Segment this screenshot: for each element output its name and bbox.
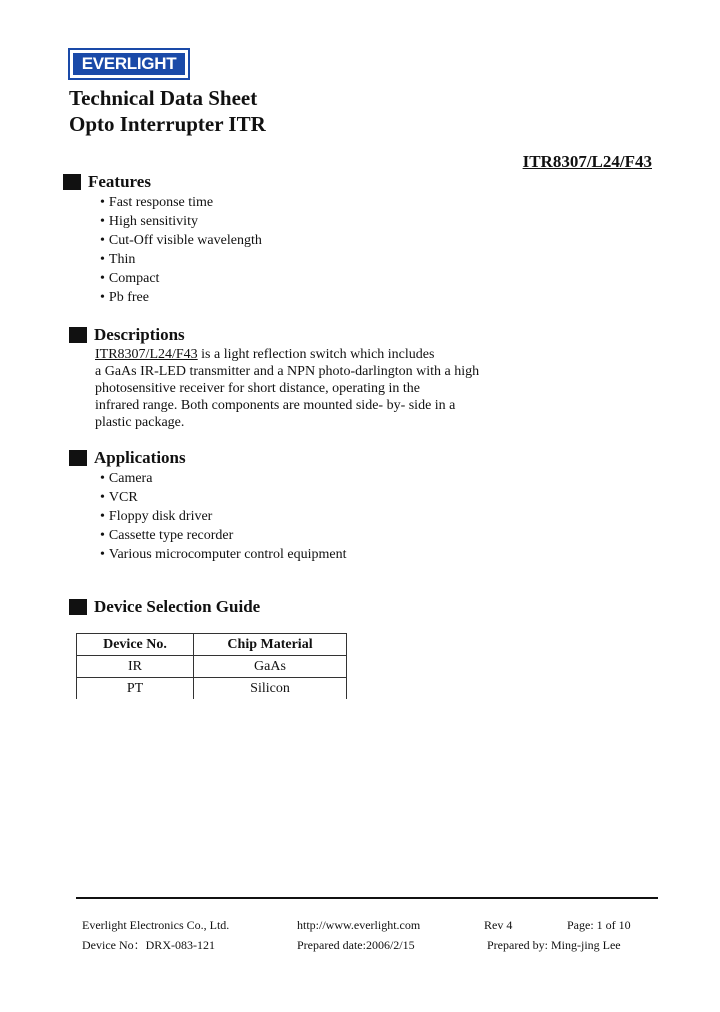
description-line: a GaAs IR-LED transmitter and a NPN photo-darlington with a high [95, 364, 480, 379]
footer-company: Everlight Electronics Co., Ltd. [82, 918, 230, 932]
list-item: • Camera [100, 469, 346, 488]
part-reference: ITR8307/L24/F43 [95, 347, 198, 362]
footer-page: Page: 1 of 10 [567, 918, 631, 932]
table-header-row [77, 634, 347, 656]
list-item: • Compact [100, 269, 262, 288]
footer-prepared-by: Prepared by: Ming-jing Lee [487, 938, 621, 952]
footer-rev: Rev 4 [484, 918, 513, 932]
description-text [95, 346, 515, 431]
table-cell: PT [77, 678, 194, 700]
applications-heading [69, 448, 186, 468]
applications-list [100, 469, 346, 564]
footer-device-no: Device No：DRX-083-121 [82, 938, 215, 952]
title-line-2: Opto Interrupter ITR [69, 112, 266, 136]
logo-text: EVERLIGHT [73, 53, 185, 75]
description-line: plastic package. [95, 415, 185, 430]
table-row [77, 678, 347, 700]
section-square-icon [69, 450, 87, 466]
list-item: • Pb free [100, 288, 262, 307]
list-item: • Cut-Off visible wavelength [100, 231, 262, 250]
list-item: • Cassette type recorder [100, 526, 346, 545]
list-item: • Thin [100, 250, 262, 269]
device-guide-heading [69, 597, 260, 617]
column-header: Chip Material [194, 634, 347, 656]
part-number: ITR8307/L24/F43 [522, 152, 652, 171]
section-square-icon [69, 327, 87, 343]
features-heading [63, 172, 151, 192]
everlight-logo [68, 48, 190, 80]
list-item: • High sensitivity [100, 212, 262, 231]
column-header: Device No. [77, 634, 194, 656]
title-line-1: Technical Data Sheet [69, 86, 258, 110]
footer-prepared-date: Prepared date:2006/2/15 [297, 938, 415, 952]
table-cell: GaAs [194, 656, 347, 678]
device-guide-heading-label: Device Selection Guide [94, 597, 261, 616]
section-square-icon [63, 174, 81, 190]
features-list [100, 193, 262, 307]
list-item: • Fast response time [100, 193, 262, 212]
list-item: • Floppy disk driver [100, 507, 346, 526]
table-cell: IR [77, 656, 194, 678]
descriptions-heading [69, 325, 185, 345]
description-line: infrared range. Both components are mounted side- by- side in a [95, 398, 456, 413]
description-line: ITR8307/L24/F43 is a light reflection switch which includes [95, 347, 435, 362]
table-row [77, 656, 347, 678]
description-line: photosensitive receiver for short distance, operating in the [95, 381, 421, 396]
section-square-icon [69, 599, 87, 615]
applications-heading-label: Applications [94, 448, 186, 467]
device-selection-table [76, 633, 347, 699]
table-cell: Silicon [194, 678, 347, 700]
features-heading-label: Features [88, 172, 151, 191]
list-item: • VCR [100, 488, 346, 507]
list-item: • Various microcomputer control equipment [100, 545, 346, 564]
document-title [69, 85, 266, 137]
footer-divider [76, 897, 658, 899]
footer-url: http://www.everlight.com [297, 918, 421, 932]
descriptions-heading-label: Descriptions [94, 325, 185, 344]
